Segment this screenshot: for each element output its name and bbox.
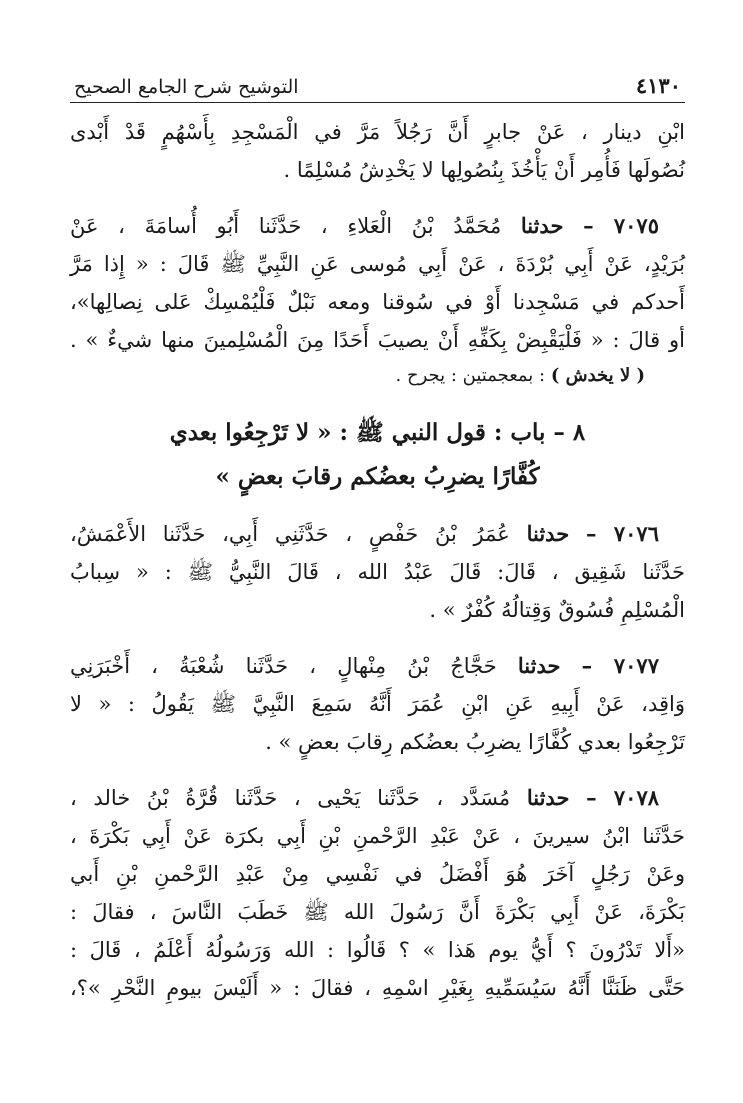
hadith-line-rest: مُحَمَّدُ بْنُ الْعَلاءِ ، حَدَّثَنا أَبُو أُسامَةَ ، عَنْ <box>70 214 502 238</box>
haddathana-word: حدثنا <box>526 785 570 810</box>
text-line: أَحدكم في مَسْجِدنا أَوْ في سُوقنا ومعه نَبْلٌ فَلْيُمْسِكْ عَلى نِصالِها»، <box>70 290 685 314</box>
hadith-7077 <box>70 647 685 761</box>
chapter-heading-line: كُفَّارًا يضرِبُ بعضُكم رقابَ بعضٍ » <box>215 463 540 490</box>
haddathana-word: حدثنا <box>526 521 570 546</box>
haddathana-word: حدثنا <box>517 653 561 678</box>
text-line: حَتَّى ظَنَنَّا أَنَّهُ سَيُسَمِّيهِ بِغَيْرِ اسْمِهِ ، فقالَ : « أَلَيْسَ بيومِ النَّحْرِ »؟، <box>70 976 685 1000</box>
text-line: بُرَيْدٍ، عَنْ أَبِي بُرْدَةَ ، عَنْ أَبِي مُوسى عَنِ النَّبِيِّ ﷺ قَالَ : « إِذا مَرَّ <box>70 252 685 276</box>
text-line: نُصُولَها فَأُمِر أَنْ يَأْخُذَ بِنُصُولِها لا يَخْدِشُ مُسْلِمًا . <box>283 158 685 182</box>
text-line: حَدَّثَنا شَقِيق ، قَالَ: قَالَ عَبْدُ الله ، قَالَ النَّبِيُّ ﷺ : « سِبابُ <box>70 560 685 584</box>
hadith-number: ٧٠٧٥ – <box>583 213 659 238</box>
hadith-number: ٧٠٧٧ – <box>581 653 659 678</box>
book-title: التوشيح شرح الجامع الصحيح <box>74 76 299 98</box>
hadith-line-rest: عُمَرُ بْنُ حَفْصٍ ، حَدَّثَنِي أَبِي، حَدَّثَنا الأَعْمَشُ، <box>70 522 510 546</box>
hadith-7078 <box>70 779 685 1007</box>
text-line: أو قالَ : « فَلْيَقْبِضْ بِكَفِّهِ أَنْ يصيبَ أَحَدًا مِنَ الْمُسْلِمينَ منها شيءٌ » . <box>70 328 685 352</box>
text-line: الْمُسْلِمِ فُسُوقٌ وَقِتالُهُ كُفْرٌ » . <box>429 598 685 622</box>
hadith-first-line <box>70 207 685 245</box>
hadith-line-rest: حَجَّاجُ بْنُ مِنْهالٍ ، حَدَّثَنا شُعْبَةُ ، أَخْبَرَنِي <box>70 654 497 678</box>
text-line: حَدَّثَنا ابْنُ سيرينَ ، عَنْ عَبْدِ الرَّحْمنِ بْنِ أَبِي بكرَة عَنْ أَبِي بَكْرَةَ ، <box>70 824 685 848</box>
hadith-first-line <box>70 779 685 817</box>
page-body <box>70 113 685 1007</box>
text-line: «أَلا تَدْرُونَ ؟ أَيُّ يوم هَذا » ؟ قَالُوا : الله وَرَسُولُهُ أَعْلَمُ ، قَالَ : <box>70 938 685 962</box>
chapter-heading <box>70 411 685 499</box>
hadith-7076 <box>70 515 685 629</box>
note-text: : بمعجمتين : يجرح . <box>395 365 546 386</box>
text-line: تَرْجِعُوا بعدي كُفَّارًا يضرِبُ بعضُكم رِقابَ بعضٍ » . <box>265 730 685 754</box>
text-line: بَكْرَةَ، عَنْ أَبِي بَكْرَةَ أَنَّ رَسُولَ الله ﷺ خَطَبَ النَّاسَ ، فقالَ : <box>70 900 685 924</box>
hadith-first-line <box>70 647 685 685</box>
hadith-number: ٧٠٧٨ – <box>586 785 660 810</box>
paragraph-continuation <box>70 113 685 189</box>
text-line: وعَنْ رَجُلٍ آخَرَ هُوَ أَفْضَلُ في نَفْسِي مِنْ عَبْدِ الرَّحْمنِ بْنِ أَبي <box>70 862 685 886</box>
hadith-number: ٧٠٧٦ – <box>585 521 659 546</box>
text-line: ابْنِ دينار ، عَنْ جابرٍ أَنَّ رَجُلاً مَرَّ في الْمَسْجِدِ بِأَسْهُمٍ قَدْ أَبْدى <box>70 120 685 144</box>
note-keyword: ( لا يخدش ) <box>550 365 645 386</box>
hadith-line-rest: مُسَدَّد ، حَدَّثَنا يَحْيى ، حَدَّثَنا قُرَّةُ بْنُ خالد ، <box>70 786 511 810</box>
hadith-7075 <box>70 207 685 393</box>
document-page <box>70 66 685 1007</box>
chapter-heading-line: ٨ – باب : قول النبي ﷺ : « لا تَرْجِعُوا بعدي <box>169 419 586 446</box>
commentary-note <box>70 359 685 393</box>
haddathana-word: حدثنا <box>520 213 564 238</box>
hadith-first-line <box>70 515 685 553</box>
running-header <box>70 66 685 103</box>
page-number: ٤١٣٠ <box>635 73 681 98</box>
text-line: وَاقِد، عَنْ أَبِيهِ عَنِ ابْنِ عُمَرَ أَنَّهُ سَمِعَ النَّبِيَّ ﷺ يَقُولُ : « لا <box>70 692 685 716</box>
